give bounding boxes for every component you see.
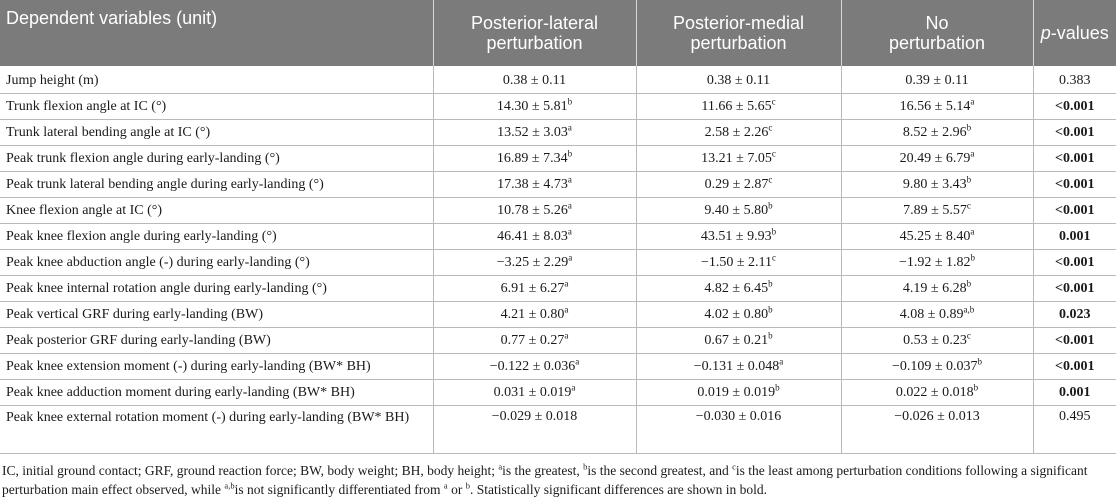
no-perturbation-value: −0.109 ± 0.037 [891,358,978,374]
footnote-text: is the second greatest, and [587,463,733,478]
table-row [0,328,1116,354]
table-row [0,146,1116,172]
p-value-cell: <0.001 [1033,276,1116,302]
p-value-cell: <0.001 [1033,250,1116,276]
variable-label-cell: Peak vertical GRF during early-landing (BW) [0,302,433,328]
no-perturbation-rank-superscript: b [977,355,983,366]
posterior-medial-value-cell [636,94,841,120]
posterior-medial-rank-superscript: c [772,251,777,262]
variable-label-cell: Peak knee abduction angle (-) during early-landing (°) [0,250,433,276]
header-p-rest: -values [1050,23,1109,43]
variable-label-cell: Jump height (m) [0,66,433,94]
footnote-sup: b [465,480,470,491]
posterior-medial-value-cell [636,250,841,276]
footnote-text: IC, initial ground contact; GRF, ground reaction force; BW, body weight; BH, body height; [2,463,499,478]
footnote-text: or [447,482,466,497]
posterior-lateral-value-cell [433,406,636,454]
posterior-medial-value-cell [636,328,841,354]
posterior-medial-value-cell [636,120,841,146]
table-row [0,354,1116,380]
posterior-lateral-value: 17.38 ± 4.73 [497,176,568,192]
p-value-cell: 0.001 [1033,380,1116,406]
variable-label-cell: Peak knee extension moment (-) during early-landing (BW* BH) [0,354,433,380]
posterior-lateral-rank-superscript: b [567,95,573,106]
posterior-medial-value: 43.51 ± 9.93 [700,228,772,244]
posterior-lateral-value: −0.122 ± 0.036 [489,358,576,374]
posterior-lateral-rank-superscript: a [575,355,580,366]
no-perturbation-rank-superscript: a [970,95,975,106]
header-posterior-lateral-line2: perturbation [486,33,583,53]
p-value-cell: <0.001 [1033,146,1116,172]
no-perturbation-value-cell [841,302,1033,328]
p-value-cell: 0.023 [1033,302,1116,328]
posterior-medial-value: 2.58 ± 2.26 [704,124,769,140]
posterior-lateral-rank-superscript: a [564,329,569,340]
posterior-lateral-rank-superscript: a [567,199,572,210]
posterior-medial-rank-superscript: c [768,121,773,132]
no-perturbation-value: 4.19 ± 6.28 [902,280,967,296]
p-value-cell: <0.001 [1033,94,1116,120]
posterior-medial-value: −0.131 ± 0.048 [693,358,780,374]
posterior-lateral-value: −0.029 ± 0.018 [491,409,578,424]
no-perturbation-rank-superscript: a [970,147,975,158]
table-row [0,250,1116,276]
table-row [0,120,1116,146]
header-posterior-lateral [433,0,636,66]
footnote-sup: a [443,480,448,491]
footnote-sup: b [583,461,588,472]
posterior-lateral-value: 10.78 ± 5.26 [497,202,568,218]
no-perturbation-value-cell [841,250,1033,276]
header-dependent-variables-text: Dependent variables (unit) [6,8,218,28]
p-value-cell: 0.001 [1033,224,1116,250]
posterior-medial-value: 4.82 ± 6.45 [704,280,769,296]
posterior-lateral-value: 0.38 ± 0.11 [502,72,567,88]
posterior-lateral-rank-superscript: a [567,225,572,236]
posterior-lateral-value: 6.91 ± 6.27 [500,280,565,296]
posterior-lateral-rank-superscript: a [564,303,569,314]
posterior-lateral-rank-superscript: a [568,251,573,262]
posterior-lateral-rank-superscript: b [567,147,573,158]
header-p-italic: p [1040,23,1051,43]
posterior-medial-value-cell [636,380,841,406]
table-row [0,302,1116,328]
no-perturbation-value: 9.80 ± 3.43 [902,176,967,192]
no-perturbation-value-cell [841,406,1033,454]
no-perturbation-value-cell [841,66,1033,94]
posterior-medial-rank-superscript: b [775,381,780,392]
no-perturbation-rank-superscript: a,b [963,303,975,314]
posterior-lateral-rank-superscript: a [564,277,569,288]
footnote-sup: a [498,461,503,472]
no-perturbation-rank-superscript: b [966,121,972,132]
no-perturbation-rank-superscript: a [970,225,975,236]
posterior-medial-value-cell [636,66,841,94]
no-perturbation-rank-superscript: b [966,173,972,184]
no-perturbation-value-cell [841,276,1033,302]
footnote-text: . Statistically significant differences are shown in bold. [469,482,767,497]
no-perturbation-value: 8.52 ± 2.96 [902,124,967,140]
no-perturbation-value: 4.08 ± 0.89 [899,306,964,322]
table-row [0,380,1116,406]
posterior-medial-rank-superscript: a [779,355,784,366]
posterior-medial-rank-superscript: b [771,225,777,236]
posterior-medial-value-cell [636,276,841,302]
no-perturbation-value: 0.022 ± 0.018 [895,384,974,400]
posterior-medial-rank-superscript: c [768,173,773,184]
table-row [0,198,1116,224]
posterior-medial-value-cell [636,406,841,454]
footnote-sup: a,b [224,480,235,491]
posterior-medial-value-cell [636,224,841,250]
table-row [0,94,1116,120]
posterior-lateral-value-cell [433,302,636,328]
no-perturbation-rank-superscript: b [970,251,976,262]
posterior-lateral-value-cell [433,120,636,146]
variable-label-cell: Peak knee adduction moment during early-landing (BW* BH) [0,380,433,406]
posterior-lateral-value: 14.30 ± 5.81 [496,98,568,114]
posterior-lateral-value-cell [433,328,636,354]
posterior-medial-rank-superscript: b [768,199,773,210]
variable-label-cell: Peak trunk flexion angle during early-landing (°) [0,146,433,172]
table-row [0,276,1116,302]
posterior-medial-rank-superscript: b [768,329,773,340]
no-perturbation-value: 0.39 ± 0.11 [905,72,969,88]
posterior-lateral-value: 13.52 ± 3.03 [497,124,568,140]
posterior-medial-value-cell [636,354,841,380]
posterior-medial-rank-superscript: b [768,277,773,288]
posterior-lateral-value-cell [433,224,636,250]
header-dependent-variables [0,0,433,66]
footnote-text: is the greatest, [502,463,584,478]
posterior-lateral-value-cell [433,146,636,172]
posterior-lateral-value: 16.89 ± 7.34 [496,150,568,166]
header-no-perturbation-line2: perturbation [888,33,986,53]
footnote-text: is not significantly differentiated from [234,482,444,497]
no-perturbation-value-cell [841,328,1033,354]
posterior-medial-value: 0.38 ± 0.11 [706,72,771,88]
posterior-medial-value: −1.50 ± 2.11 [700,254,773,270]
posterior-medial-value: −0.030 ± 0.016 [695,409,782,424]
no-perturbation-rank-superscript: c [966,329,971,340]
header-no-perturbation-line1: No [925,13,949,33]
posterior-lateral-rank-superscript: a [567,121,572,132]
table-row [0,406,1116,454]
variable-label-cell: Peak knee external rotation moment (-) during early-landing (BW* BH) [0,406,433,454]
no-perturbation-value: 7.89 ± 5.57 [903,202,967,218]
no-perturbation-value-cell [841,354,1033,380]
no-perturbation-value-cell [841,380,1033,406]
no-perturbation-rank-superscript: b [966,277,972,288]
header-posterior-medial-line1: Posterior-medial [672,13,805,33]
posterior-lateral-value: 46.41 ± 8.03 [497,228,568,244]
p-value-cell: <0.001 [1033,198,1116,224]
posterior-lateral-value-cell [433,250,636,276]
no-perturbation-rank-superscript: c [966,199,971,210]
posterior-medial-rank-superscript: c [771,95,776,106]
posterior-medial-value: 0.29 ± 2.87 [704,176,769,192]
no-perturbation-value-cell [841,120,1033,146]
table-row [0,172,1116,198]
footnote-text: is the least among perturbation conditions following a significant perturbation main effect observed, while [2,463,1088,497]
posterior-lateral-value-cell [433,276,636,302]
table-row [0,224,1116,250]
no-perturbation-value: 16.56 ± 5.14 [899,98,971,114]
no-perturbation-value: −1.92 ± 1.82 [898,254,971,270]
no-perturbation-value-cell [841,224,1033,250]
no-perturbation-value: 20.49 ± 6.79 [899,150,971,166]
header-posterior-lateral-line1: Posterior-lateral [470,13,599,33]
p-value-cell: <0.001 [1033,354,1116,380]
posterior-lateral-value: 0.77 ± 0.27 [500,332,565,348]
no-perturbation-value-cell [841,198,1033,224]
posterior-lateral-value-cell [433,354,636,380]
table-header [0,0,1116,66]
posterior-lateral-value-cell [433,172,636,198]
posterior-lateral-rank-superscript: a [571,381,576,392]
posterior-medial-value-cell [636,302,841,328]
posterior-medial-value-cell [636,172,841,198]
header-p-values [1033,0,1116,66]
posterior-medial-value: 11.66 ± 5.65 [701,98,772,114]
posterior-lateral-rank-superscript: a [567,173,572,184]
posterior-medial-rank-superscript: c [771,147,776,158]
posterior-lateral-value: 0.031 ± 0.019 [493,384,572,400]
no-perturbation-value-cell [841,146,1033,172]
table-footnote [0,454,1114,499]
posterior-medial-value: 9.40 ± 5.80 [704,202,769,218]
variable-label-cell: Peak trunk lateral bending angle during early-landing (°) [0,172,433,198]
variable-label-cell: Knee flexion angle at IC (°) [0,198,433,224]
posterior-lateral-value-cell [433,66,636,94]
no-perturbation-value: −0.026 ± 0.013 [894,409,980,424]
header-posterior-medial [636,0,841,66]
no-perturbation-value: 0.53 ± 0.23 [903,332,967,348]
posterior-medial-value-cell [636,198,841,224]
table-row [0,66,1116,94]
variable-label-cell: Peak knee internal rotation angle during early-landing (°) [0,276,433,302]
posterior-medial-value-cell [636,146,841,172]
no-perturbation-rank-superscript: b [973,381,979,392]
p-value-cell: 0.495 [1033,406,1116,454]
table-body [0,66,1116,454]
p-value-cell: <0.001 [1033,120,1116,146]
posterior-medial-rank-superscript: b [768,303,773,314]
variable-label-cell: Peak knee flexion angle during early-landing (°) [0,224,433,250]
p-value-cell: 0.383 [1033,66,1116,94]
header-no-perturbation [841,0,1033,66]
header-row [0,0,1116,66]
variable-label-cell: Trunk flexion angle at IC (°) [0,94,433,120]
posterior-lateral-value: 4.21 ± 0.80 [500,306,565,322]
no-perturbation-value-cell [841,172,1033,198]
posterior-medial-value: 0.67 ± 0.21 [704,332,769,348]
p-value-cell: <0.001 [1033,172,1116,198]
posterior-lateral-value-cell [433,380,636,406]
variable-label-cell: Peak posterior GRF during early-landing (BW) [0,328,433,354]
posterior-medial-value: 13.21 ± 7.05 [701,150,772,166]
p-value-cell: <0.001 [1033,328,1116,354]
variable-label-cell: Trunk lateral bending angle at IC (°) [0,120,433,146]
posterior-lateral-value-cell [433,94,636,120]
no-perturbation-value-cell [841,94,1033,120]
posterior-lateral-value: −3.25 ± 2.29 [496,254,569,270]
footnote-sup: c [732,461,736,472]
header-posterior-medial-line2: perturbation [690,33,787,53]
posterior-medial-value: 0.019 ± 0.019 [697,384,776,400]
posterior-lateral-value-cell [433,198,636,224]
posterior-medial-value: 4.02 ± 0.80 [704,306,769,322]
no-perturbation-value: 45.25 ± 8.40 [899,228,971,244]
